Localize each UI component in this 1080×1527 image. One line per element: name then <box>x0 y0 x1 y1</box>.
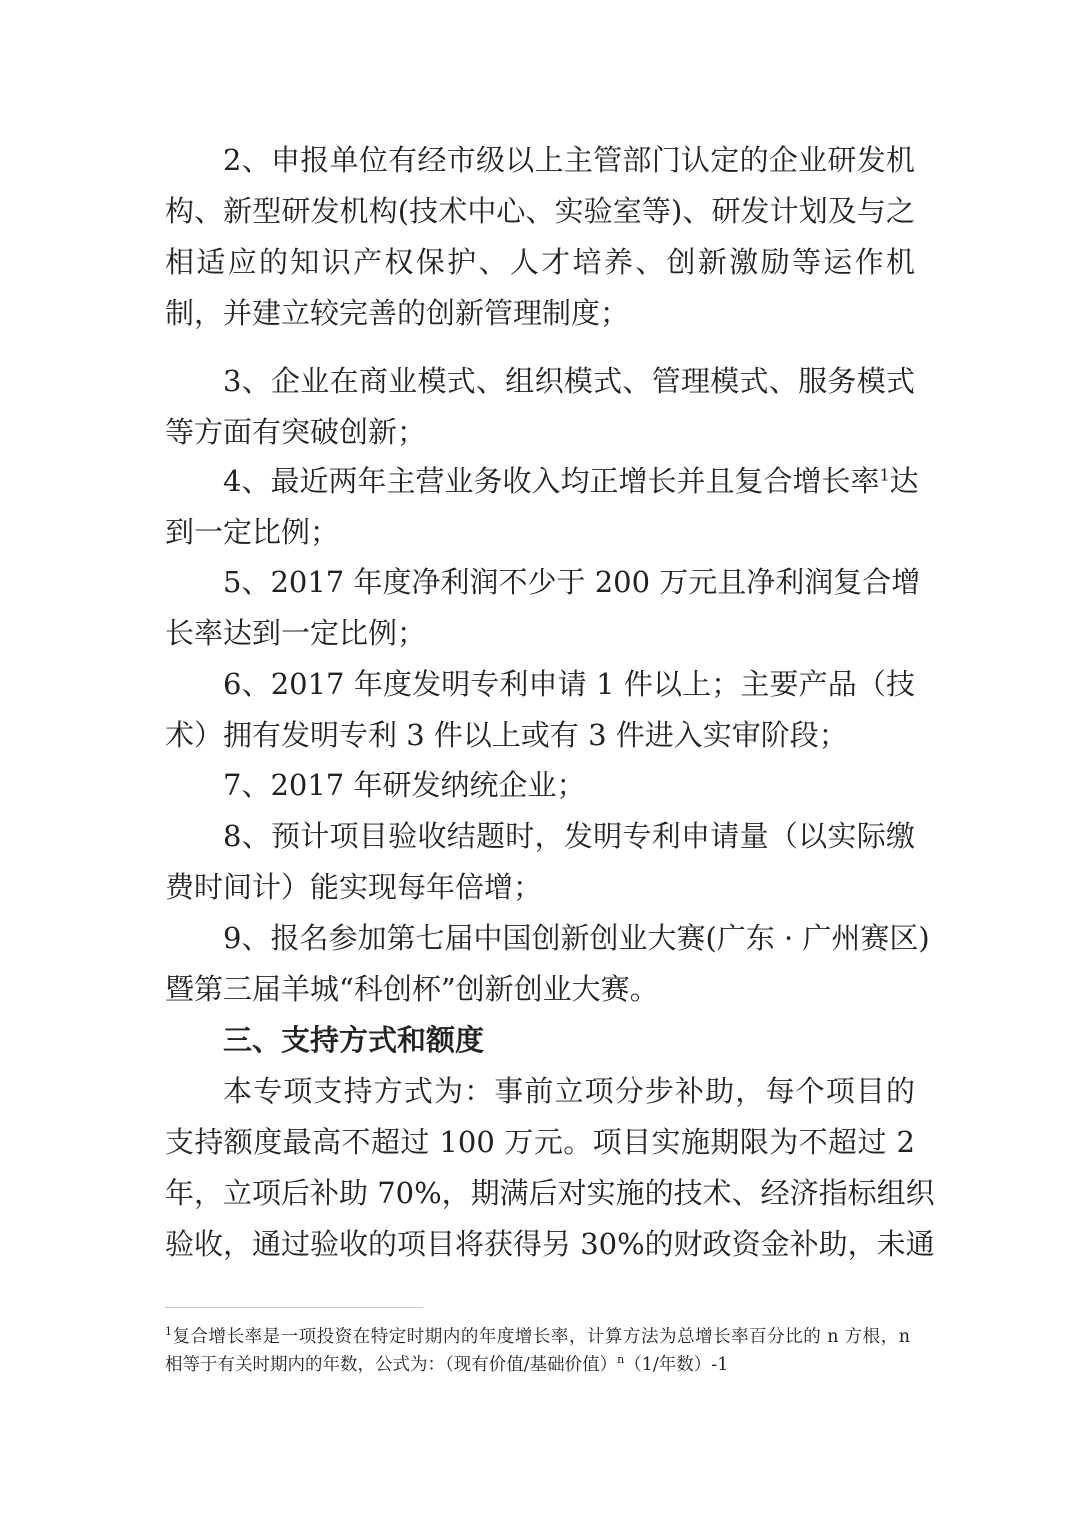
support-paragraph <box>165 1066 935 1270</box>
item-3-paragraph <box>165 356 915 458</box>
text-line: 术）拥有发明专利 3 件以上或有 3 件进入实审阶段； <box>165 718 848 752</box>
footnote-line <box>165 1323 910 1351</box>
text-line <box>165 456 919 507</box>
footnote-text: 相等于有关时期内的年数，公式为：（现有价值/基础价值） <box>165 1355 618 1375</box>
text-line: 暨第三届羊城“科创杯”创新创业大赛。 <box>165 972 659 1006</box>
item-9-paragraph <box>165 913 930 1015</box>
text-line: 7、2017 年研发纳统企业； <box>223 768 586 802</box>
text-line: 2、申报单位有经市级以上主管部门认定的企业研发机 <box>223 143 915 177</box>
footnote-reference[interactable]: 1 <box>879 465 890 485</box>
footnote-superscript: n <box>617 1353 625 1367</box>
item-4-paragraph <box>165 456 919 558</box>
item-6-paragraph <box>165 659 915 761</box>
footnote-line <box>165 1351 910 1379</box>
text-line: 8、预计项目验收结题时，发明专利申请量（以实际缴 <box>223 819 915 853</box>
text-line: 3、企业在商业模式、组织模式、管理模式、服务模式 <box>223 364 915 398</box>
footnote-marker: 1 <box>165 1325 172 1339</box>
item-7-paragraph <box>165 760 915 811</box>
text-line: 9、报名参加第七届中国创新创业大赛(广东 · 广州赛区) <box>223 921 930 955</box>
footnote-separator <box>165 1307 423 1308</box>
item-8-paragraph <box>165 811 915 913</box>
text-line: 到一定比例； <box>165 515 340 549</box>
text-line: 年，立项后补助 70%，期满后对实施的技术、经济指标组织 <box>165 1176 935 1210</box>
text-line: 制，并建立较完善的创新管理制度； <box>165 296 630 330</box>
text-segment: 达 <box>889 464 919 498</box>
text-line: 长率达到一定比例； <box>165 616 427 650</box>
text-segment: 4、最近两年主营业务收入均正增长并且复合增长率 <box>223 464 880 498</box>
section-heading-text: 三、支持方式和额度 <box>223 1023 485 1057</box>
text-line: 5、2017 年度净利润不少于 200 万元且净利润复合增 <box>223 565 921 599</box>
text-line: 相适应的知识产权保护、人才培养、创新激励等运作机 <box>165 245 915 279</box>
footnote-text: 复合增长率是一项投资在特定时期内的年度增长率，计算方法为总增长率百分比的 n 方根，n <box>172 1327 910 1347</box>
text-line: 验收，通过验收的项目将获得另 30%的财政资金补助，未通 <box>165 1227 935 1261</box>
text-line: 6、2017 年度发明专利申请 1 件以上；主要产品（技 <box>223 667 915 701</box>
text-line: 支持额度最高不超过 100 万元。项目实施期限为不超过 2 <box>165 1125 915 1159</box>
text-line: 等方面有突破创新； <box>165 415 427 449</box>
text-line: 本专项支持方式为：事前立项分步补助，每个项目的 <box>223 1074 915 1108</box>
item-5-paragraph <box>165 557 921 659</box>
footnote-text: （1/年数）-1 <box>624 1355 729 1375</box>
item-2-paragraph <box>165 135 915 339</box>
text-line: 构、新型研发机构(技术中心、实验室等)、研发计划及与之 <box>165 194 915 228</box>
section-heading <box>165 1015 915 1066</box>
text-line: 费时间计）能实现每年倍增； <box>165 870 543 904</box>
footnote <box>165 1323 910 1379</box>
